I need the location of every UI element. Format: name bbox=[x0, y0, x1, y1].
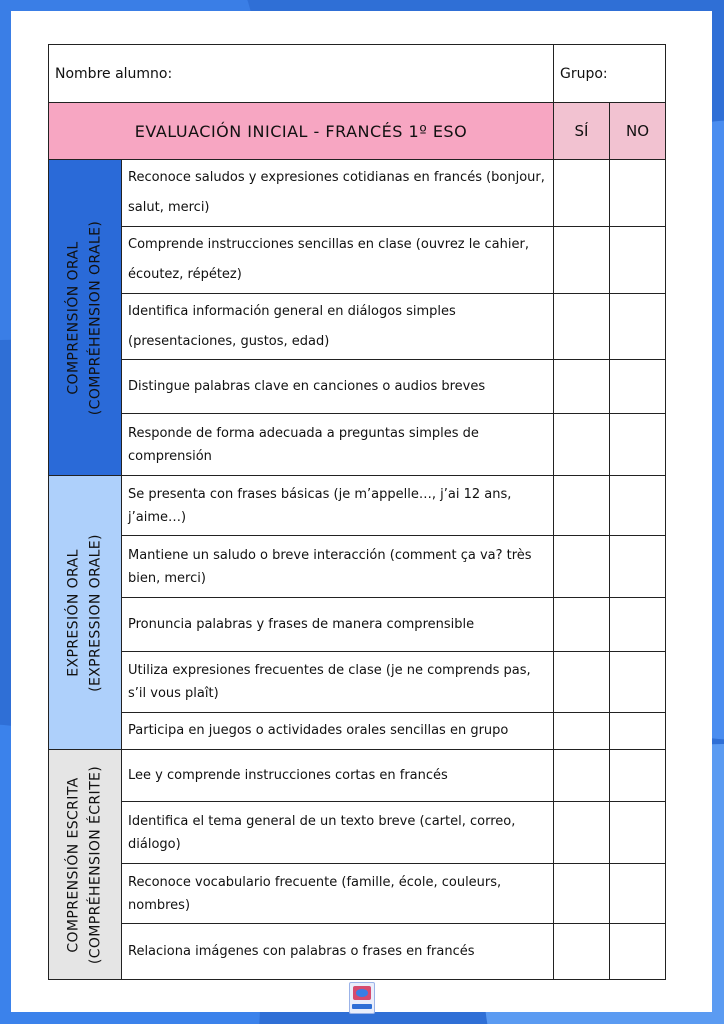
table-row bbox=[49, 598, 666, 652]
table-row bbox=[49, 476, 666, 536]
criterion-text: Distingue palabras clave en canciones o audios breves bbox=[122, 360, 554, 414]
no-checkbox[interactable] bbox=[610, 924, 666, 980]
section-title: COMPRENSIÓN ESCRITA bbox=[65, 776, 82, 953]
no-checkbox[interactable] bbox=[610, 652, 666, 713]
title-row bbox=[49, 103, 666, 160]
yes-checkbox[interactable] bbox=[554, 750, 610, 802]
criterion-text: Lee y comprende instrucciones cortas en francés bbox=[122, 750, 554, 802]
table-row bbox=[49, 713, 666, 750]
student-info-row bbox=[49, 45, 666, 103]
criterion-text: Comprende instrucciones sencillas en clase (ouvrez le cahier, écoutez, répétez) bbox=[122, 227, 554, 294]
criterion-text: Se presenta con frases básicas (je m’appelle…, j’ai 12 ans, j’aime…) bbox=[122, 476, 554, 536]
criterion-text: Participa en juegos o actividades orales sencillas en grupo bbox=[122, 713, 554, 750]
table-row bbox=[49, 414, 666, 476]
criterion-text: Identifica información general en diálogos simples (presentaciones, gustos, edad) bbox=[122, 294, 554, 360]
no-checkbox[interactable] bbox=[610, 750, 666, 802]
no-checkbox[interactable] bbox=[610, 598, 666, 652]
student-name-label: Nombre alumno: bbox=[55, 65, 173, 82]
table-row bbox=[49, 294, 666, 360]
criterion-text: Pronuncia palabras y frases de manera comprensible bbox=[122, 598, 554, 652]
no-checkbox[interactable] bbox=[610, 414, 666, 476]
yes-checkbox[interactable] bbox=[554, 294, 610, 360]
yes-checkbox[interactable] bbox=[554, 864, 610, 924]
yes-checkbox[interactable] bbox=[554, 536, 610, 598]
table-row bbox=[49, 227, 666, 294]
yes-checkbox[interactable] bbox=[554, 802, 610, 864]
table-row bbox=[49, 802, 666, 864]
table-row bbox=[49, 924, 666, 980]
school-logo-icon bbox=[349, 982, 375, 1014]
no-checkbox[interactable] bbox=[610, 864, 666, 924]
section-label-expresion-oral bbox=[49, 476, 122, 750]
worksheet-page bbox=[11, 11, 712, 1012]
criterion-text: Mantiene un saludo o breve interacción (comment ça va? très bien, merci) bbox=[122, 536, 554, 598]
group-label: Grupo: bbox=[560, 65, 608, 82]
criterion-text: Relaciona imágenes con palabras o frases en francés bbox=[122, 924, 554, 980]
yes-checkbox[interactable] bbox=[554, 924, 610, 980]
criterion-text: Reconoce vocabulario frecuente (famille, école, couleurs, nombres) bbox=[122, 864, 554, 924]
no-checkbox[interactable] bbox=[610, 802, 666, 864]
yes-checkbox[interactable] bbox=[554, 227, 610, 294]
no-checkbox[interactable] bbox=[610, 160, 666, 227]
section-subtitle: (EXPRESSION ORALE) bbox=[87, 533, 103, 692]
student-name-field[interactable] bbox=[49, 45, 554, 103]
no-checkbox[interactable] bbox=[610, 536, 666, 598]
yes-checkbox[interactable] bbox=[554, 598, 610, 652]
section-title: COMPRENSIÓN ORAL bbox=[65, 240, 82, 395]
group-field[interactable] bbox=[554, 45, 666, 103]
no-checkbox[interactable] bbox=[610, 227, 666, 294]
yes-checkbox[interactable] bbox=[554, 360, 610, 414]
table-row bbox=[49, 536, 666, 598]
table-row bbox=[49, 750, 666, 802]
table-row bbox=[49, 160, 666, 227]
evaluation-table bbox=[48, 44, 666, 980]
section-title: EXPRESIÓN ORAL bbox=[65, 548, 82, 677]
no-column-header: NO bbox=[610, 103, 666, 160]
table-row bbox=[49, 360, 666, 414]
yes-checkbox[interactable] bbox=[554, 476, 610, 536]
yes-checkbox[interactable] bbox=[554, 160, 610, 227]
no-checkbox[interactable] bbox=[610, 360, 666, 414]
no-checkbox[interactable] bbox=[610, 713, 666, 750]
criterion-text: Reconoce saludos y expresiones cotidianas en francés (bonjour, salut, merci) bbox=[122, 160, 554, 227]
criterion-text: Utiliza expresiones frecuentes de clase (je ne comprends pas, s’il vous plaît) bbox=[122, 652, 554, 713]
yes-checkbox[interactable] bbox=[554, 713, 610, 750]
yes-checkbox[interactable] bbox=[554, 414, 610, 476]
section-label-comprension-oral bbox=[49, 160, 122, 476]
table-row bbox=[49, 864, 666, 924]
evaluation-title: EVALUACIÓN INICIAL - FRANCÉS 1º ESO bbox=[49, 103, 554, 160]
table-row bbox=[49, 652, 666, 713]
no-checkbox[interactable] bbox=[610, 294, 666, 360]
no-checkbox[interactable] bbox=[610, 476, 666, 536]
section-subtitle: (COMPRÉHENSION ÉCRITE) bbox=[87, 765, 103, 964]
yes-checkbox[interactable] bbox=[554, 652, 610, 713]
criterion-text: Responde de forma adecuada a preguntas simples de comprensión bbox=[122, 414, 554, 476]
criterion-text: Identifica el tema general de un texto breve (cartel, correo, diálogo) bbox=[122, 802, 554, 864]
section-subtitle: (COMPRÉHENSION ORALE) bbox=[87, 220, 103, 415]
section-label-comprension-escrita bbox=[49, 750, 122, 980]
yes-column-header: SÍ bbox=[554, 103, 610, 160]
